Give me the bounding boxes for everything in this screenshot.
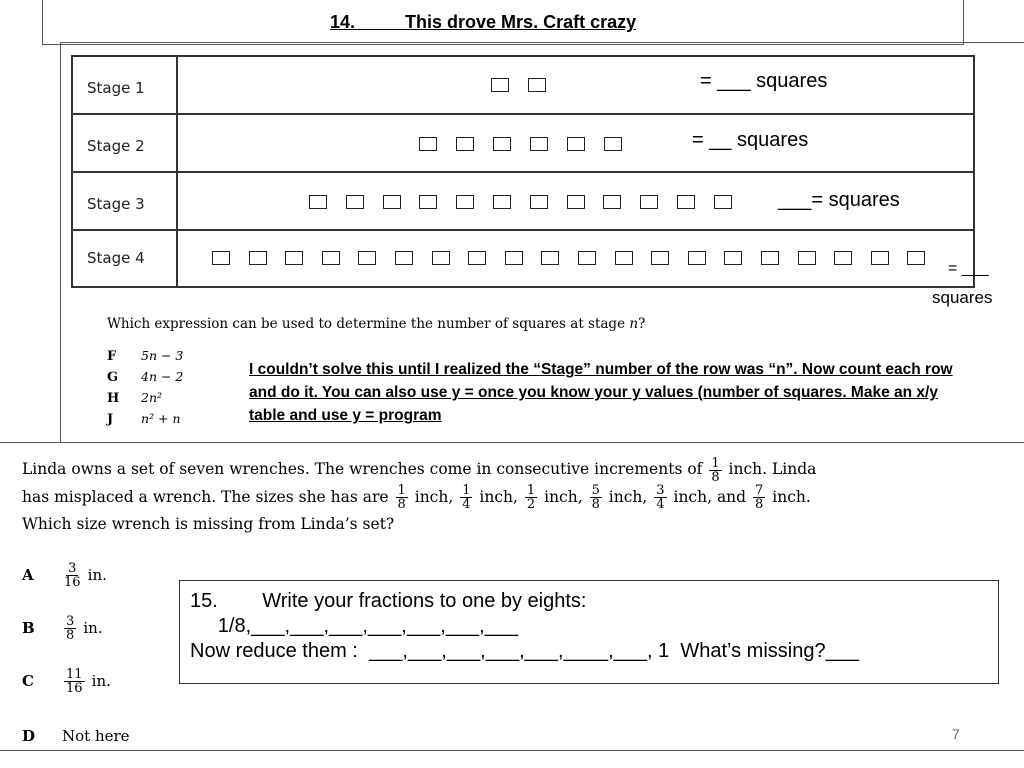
problem-15-box	[179, 580, 999, 684]
choice-list	[107, 345, 183, 429]
square	[714, 195, 732, 209]
wrench-problem	[22, 456, 1012, 538]
answer-d	[22, 726, 130, 745]
choice-expression: 2n²	[141, 390, 163, 405]
fraction	[654, 484, 666, 511]
answer-letter: D	[22, 727, 36, 745]
question-prompt-end: ?	[638, 316, 646, 332]
square	[491, 78, 509, 92]
fraction	[525, 484, 537, 511]
square	[285, 251, 303, 265]
answer-text: Not here	[62, 727, 130, 745]
wrench-text: inch,	[608, 487, 648, 506]
wrench-text: inch.	[772, 487, 811, 506]
choice-expression: 4n − 2	[141, 369, 184, 384]
choice-letter: H	[107, 391, 120, 406]
stage-4-answer-line1: = ___	[948, 260, 989, 277]
page-number: 7	[952, 726, 960, 742]
square	[567, 195, 585, 209]
stage-4-answer-line2: squares	[932, 288, 993, 307]
answer-c	[22, 668, 111, 695]
stage-1-label: Stage 1	[87, 79, 145, 97]
numerator: 1	[526, 483, 536, 498]
square	[541, 251, 559, 265]
denominator: 2	[526, 497, 536, 512]
fraction	[590, 484, 602, 511]
square	[309, 195, 327, 209]
numerator: 5	[591, 483, 600, 498]
problem-15-line-1: 15. Write your fractions to one by eights:	[190, 590, 587, 612]
stage-2-squares	[419, 137, 622, 151]
problem-15-line-3: Now reduce them : ___,___,___,___,___,____,___, 1 What’s missing?___	[190, 640, 859, 662]
square	[493, 137, 511, 151]
wrench-text: inch, and	[673, 487, 747, 506]
stage-4-label: Stage 4	[87, 249, 145, 267]
choice-h	[107, 387, 183, 408]
wrench-line-2	[22, 484, 1012, 512]
square	[468, 251, 486, 265]
answer-text: in.	[83, 619, 103, 637]
numerator: 3	[656, 483, 665, 498]
stage-table	[71, 55, 975, 288]
answer-a	[22, 562, 107, 589]
answer-text: in.	[91, 672, 111, 690]
numerator: 1	[397, 483, 406, 498]
choice-expression: n² + n	[141, 411, 181, 426]
square	[640, 195, 658, 209]
wrench-text: inch,	[544, 487, 583, 506]
square	[383, 195, 401, 209]
choice-expression: 5n − 3	[141, 348, 184, 363]
denominator: 8	[755, 497, 764, 512]
answer-letter: A	[22, 566, 34, 584]
numerator: 3	[68, 561, 77, 576]
fraction	[64, 615, 76, 642]
choice-g	[107, 366, 183, 387]
stage-1-answer: = ___ squares	[700, 70, 828, 92]
denominator: 4	[462, 497, 471, 512]
fraction	[64, 562, 81, 589]
square	[528, 78, 546, 92]
square	[907, 251, 925, 265]
stage-3-label: Stage 3	[87, 195, 145, 213]
question-prompt	[107, 316, 645, 332]
square	[419, 137, 437, 151]
denominator: 8	[711, 469, 720, 485]
wrench-text: has misplaced a wrench. The sizes she has are	[22, 487, 389, 506]
wrench-text: inch,	[479, 487, 518, 506]
table-row-divider	[73, 171, 973, 173]
wrench-line-3: Which size wrench is missing from Linda’s set?	[22, 515, 395, 533]
square	[688, 251, 706, 265]
section-divider	[0, 442, 1024, 443]
square	[322, 251, 340, 265]
square	[530, 195, 548, 209]
table-row-divider	[73, 113, 973, 115]
fraction	[753, 484, 765, 511]
stage-2-answer: = __ squares	[692, 129, 809, 151]
bottom-divider	[0, 750, 1024, 751]
stage-1-squares	[491, 78, 546, 92]
square	[530, 137, 548, 151]
table-row-divider	[73, 229, 973, 231]
numerator: 1	[711, 455, 720, 471]
wrench-text: inch. Linda	[728, 460, 817, 478]
wrench-text: inch,	[414, 487, 454, 506]
denominator: 8	[591, 497, 600, 512]
choice-letter: G	[107, 370, 119, 385]
square	[505, 251, 523, 265]
square	[456, 137, 474, 151]
denominator: 8	[66, 628, 75, 643]
choice-j	[107, 408, 183, 429]
square	[212, 251, 230, 265]
square	[493, 195, 511, 209]
wrench-text: Linda owns a set of seven wrenches. The wrenches come in consecutive increments of	[22, 460, 703, 478]
square	[346, 195, 364, 209]
square	[677, 195, 695, 209]
square	[249, 251, 267, 265]
fraction	[709, 457, 721, 484]
square	[724, 251, 742, 265]
denominator: 4	[656, 497, 665, 512]
stage-3-answer: ___= squares	[778, 189, 900, 211]
square	[615, 251, 633, 265]
square	[604, 137, 622, 151]
choice-letter: J	[107, 412, 114, 427]
stage-3-squares	[309, 195, 732, 209]
question-prompt-text: Which expression can be used to determine the number of squares at stage	[107, 316, 630, 332]
numerator: 11	[66, 667, 83, 682]
answer-text: in.	[87, 566, 107, 584]
fraction	[396, 484, 408, 511]
square	[603, 195, 621, 209]
numerator: 7	[755, 483, 764, 498]
wrench-line-1	[22, 456, 1012, 484]
question-prompt-variable: n	[629, 316, 639, 332]
square	[419, 195, 437, 209]
square	[834, 251, 852, 265]
problem-15-line-2: 1/8,___,___,___,___,___,___,___	[190, 615, 519, 637]
choice-letter: F	[107, 349, 117, 364]
square	[395, 251, 413, 265]
denominator: 8	[397, 497, 406, 512]
square	[456, 195, 474, 209]
square	[567, 137, 585, 151]
answer-letter: B	[22, 619, 35, 637]
denominator: 16	[66, 681, 83, 696]
square	[578, 251, 596, 265]
page-title: 14. This drove Mrs. Craft crazy	[330, 12, 637, 32]
square	[761, 251, 779, 265]
denominator: 16	[64, 575, 81, 590]
square	[871, 251, 889, 265]
square	[798, 251, 816, 265]
stage-2-label: Stage 2	[87, 137, 145, 155]
stage-4-squares	[212, 251, 925, 265]
square	[432, 251, 450, 265]
answer-letter: C	[22, 672, 34, 690]
answer-b	[22, 615, 103, 642]
teacher-note: I couldn’t solve this until I realized the “Stage” number of the row was “n”. Now count each row and do it. You can also use y = once you know your y values (number of squares. Make an x/y table and use y = program	[249, 361, 953, 424]
fraction	[460, 484, 472, 511]
square	[358, 251, 376, 265]
square	[651, 251, 669, 265]
numerator: 3	[66, 614, 75, 629]
choice-f	[107, 345, 183, 366]
numerator: 1	[462, 483, 471, 498]
fraction	[64, 668, 85, 695]
